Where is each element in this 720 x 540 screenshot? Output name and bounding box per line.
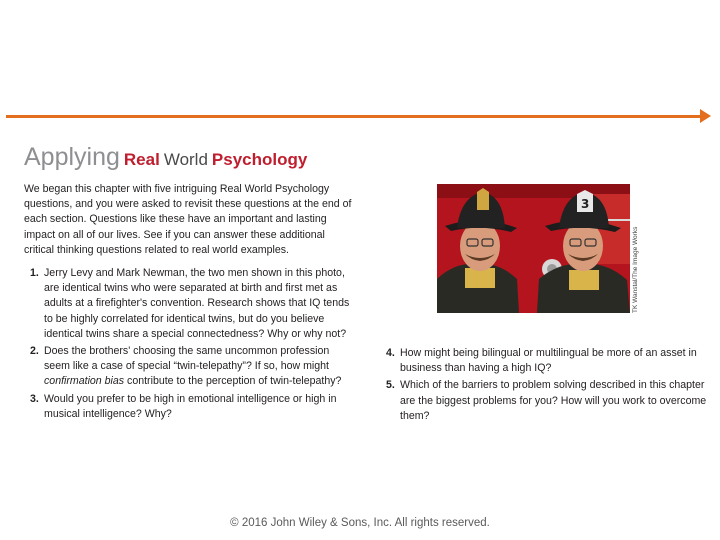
twin-firefighters-photo [437, 184, 630, 313]
intro-paragraph: We began this chapter with five intriguing Real World Psychology questions, and you were asked to revisit these questions at the end of each section. Questions like these have an important and lasting impact on all of our lives. See if you can answer these additional critical thinking questions related to real world examples. [24, 183, 352, 256]
question-emphasis: confirmation bias [44, 375, 125, 388]
question-number: 1. [30, 267, 39, 279]
question-item-5 [380, 378, 710, 424]
heading-applying: Applying [24, 143, 120, 171]
question-text: How might being bilingual or multilingual be more of an asset in business than having a high IQ? [400, 347, 697, 375]
question-text: Which of the barriers to problem solving described in this chapter are the biggest problems for you? How will you work to overcome them? [400, 379, 707, 422]
svg-text:3: 3 [581, 197, 590, 211]
heading-psychology: Psychology [211, 150, 308, 169]
heading-real: Real [123, 150, 160, 169]
question-number: 3. [30, 392, 39, 405]
question-item-3 [24, 392, 356, 422]
heading-world: World [163, 150, 208, 169]
question-text: Jerry Levy and Mark Newman, the two men shown in this photo, are identical twins who were separated at birth and first met as adults at a firefighter's convention. Research shows that IQ tends to be highly correlated for identical twins, but do you believe identical twins share a special connectedness? Why or why not? [44, 267, 350, 340]
question-text-end: contribute to the perception of twin-telepathy? [124, 375, 342, 388]
question-text: Does the brothers' choosing the same uncommon profession seem like a case of special “twin-telepathy”? If so, how might [44, 345, 330, 373]
photo-illustration [437, 184, 630, 313]
question-item-1 [24, 266, 356, 342]
question-list-right [380, 346, 710, 426]
orange-divider-line [6, 115, 704, 118]
question-list-left [24, 266, 356, 424]
question-number: 5. [386, 379, 395, 392]
arrow-head-icon [700, 109, 711, 123]
copyright-notice: © 2016 John Wiley & Sons, Inc. All rights reserved. [230, 517, 490, 529]
question-number: 4. [386, 347, 395, 359]
question-number: 2. [30, 345, 39, 358]
question-text: Would you prefer to be high in emotional intelligence or high in musical intelligence? Why? [44, 392, 337, 420]
question-item-4 [380, 346, 710, 376]
section-heading [24, 138, 307, 170]
question-item-2 [24, 344, 356, 390]
photo-credit: TK Wanstal/The Image Works [632, 226, 639, 313]
